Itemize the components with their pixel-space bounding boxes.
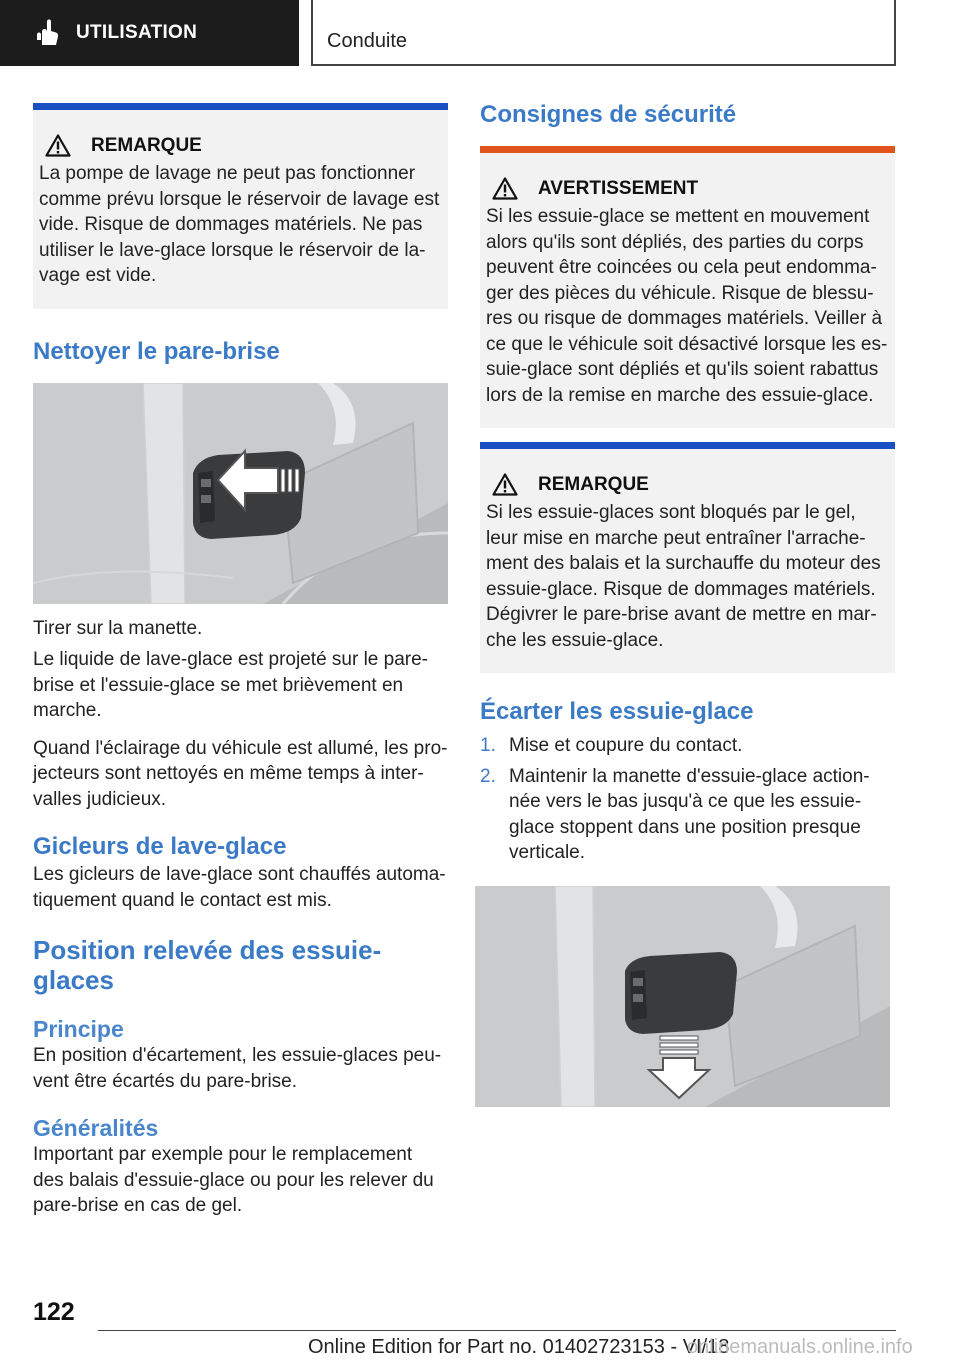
step-number: 2. — [480, 765, 496, 787]
header-section-tab — [0, 0, 299, 66]
para-pull-stalk: Tirer sur la manette. — [33, 617, 203, 639]
note-title: REMARQUE — [91, 134, 202, 156]
step-text: Maintenir la manette d'essuie-glace action-née vers le bas jusqu'à ce que les essuie-glace stoppent dans une position presque verticale. — [509, 765, 870, 863]
footer-edition-text: Online Edition for Part no. 01402723153 - VI/18 — [308, 1336, 730, 1358]
header-chapter-label: Conduite — [327, 30, 408, 52]
warning-triangle-icon — [45, 134, 71, 157]
step-text: Mise et coupure du contact. — [509, 735, 743, 756]
para-headlights: Quand l'éclairage du véhicule est allumé, les pro-jecteurs sont nettoyés en même temps à inter-valles judicieux. — [33, 737, 448, 810]
para-general: Important par exemple pour le remplacement des balais d'essuie-glace ou pour les relever du pare-brise en cas de gel. — [33, 1144, 434, 1216]
note-box-pump — [33, 103, 448, 309]
heading-raised-position: Position relevée des essuie-glaces — [33, 935, 382, 995]
note-header — [39, 134, 442, 157]
footer-rule — [98, 1330, 896, 1331]
hand-pointer-icon — [32, 18, 62, 48]
heading-safety-instructions: Consignes de sécurité — [480, 101, 737, 128]
photo-wiper-stalk-push-down — [475, 886, 890, 1107]
left-column — [33, 103, 448, 1219]
note-box-frost — [480, 442, 895, 673]
warning-box — [480, 146, 895, 428]
heading-washer-jets: Gicleurs de lave-glace — [33, 833, 287, 860]
para-principle: En position d'écartement, les essuie-glaces peu-vent être écartés du pare-brise. — [33, 1045, 442, 1092]
list-item — [480, 733, 895, 759]
note-text: Si les essuie-glaces sont bloqués par le gel, leur mise en marche peut entraîner l'arrache-ment des balais et la surchauffe du moteur des essuie-glace. Risque de dommages matériels. Dégivrer le pare-brise avant de mettre en mar-che les essuie-glace. — [486, 502, 881, 651]
warning-title: AVERTISSEMENT — [538, 177, 699, 199]
warning-triangle-icon — [492, 177, 518, 200]
list-item — [480, 764, 895, 866]
page-number: 122 — [33, 1298, 75, 1326]
footer-watermark: onlinemanuals.online.info — [687, 1336, 913, 1358]
warning-header — [486, 177, 889, 200]
step-number: 1. — [480, 735, 496, 756]
heading-general: Généralités — [33, 1115, 159, 1141]
warning-text: Si les essuie-glace se mettent en mouvement alors qu'ils sont dépliés, des parties du corps peuvent être coincées ou cela peut endomma-ger des pièces du véhicule. Risque de blessu-res ou risque de dommages matériels. Veiller à ce que le véhicule soit désactivé lorsque les es-suie-glace sont dépliés et qu'ils soient rabattus lors de la remise en marche des essuie-glace. — [486, 206, 888, 406]
header-chapter-box — [311, 0, 896, 66]
right-column — [480, 100, 895, 1107]
heading-clean-windscreen: Nettoyer le pare-brise — [33, 337, 280, 365]
header-section-label: UTILISATION — [76, 22, 198, 43]
heading-principle: Principe — [33, 1016, 124, 1042]
photo-wiper-stalk-pull — [33, 383, 448, 604]
note-title: REMARQUE — [538, 473, 649, 495]
heading-spread-wipers: Écarter les essuie-glace — [480, 698, 754, 725]
note-header — [486, 473, 889, 496]
para-liquid: Le liquide de lave-glace est projeté sur le pare-brise et l'essuie-glace se met brièvement en marche. — [33, 649, 429, 721]
warning-triangle-icon — [492, 473, 518, 496]
para-washer-jets: Les gicleurs de lave-glace sont chauffés automa-tiquement quand le contact est mis. — [33, 864, 446, 911]
note-text: La pompe de lavage ne peut pas fonctionner comme prévu lorsque le réservoir de lavage est vide. Risque de dommages matériels. Ne pas utiliser le lave-glace lorsque le réservoir de la-vage est vide. — [39, 163, 440, 286]
steps-list — [480, 733, 895, 866]
